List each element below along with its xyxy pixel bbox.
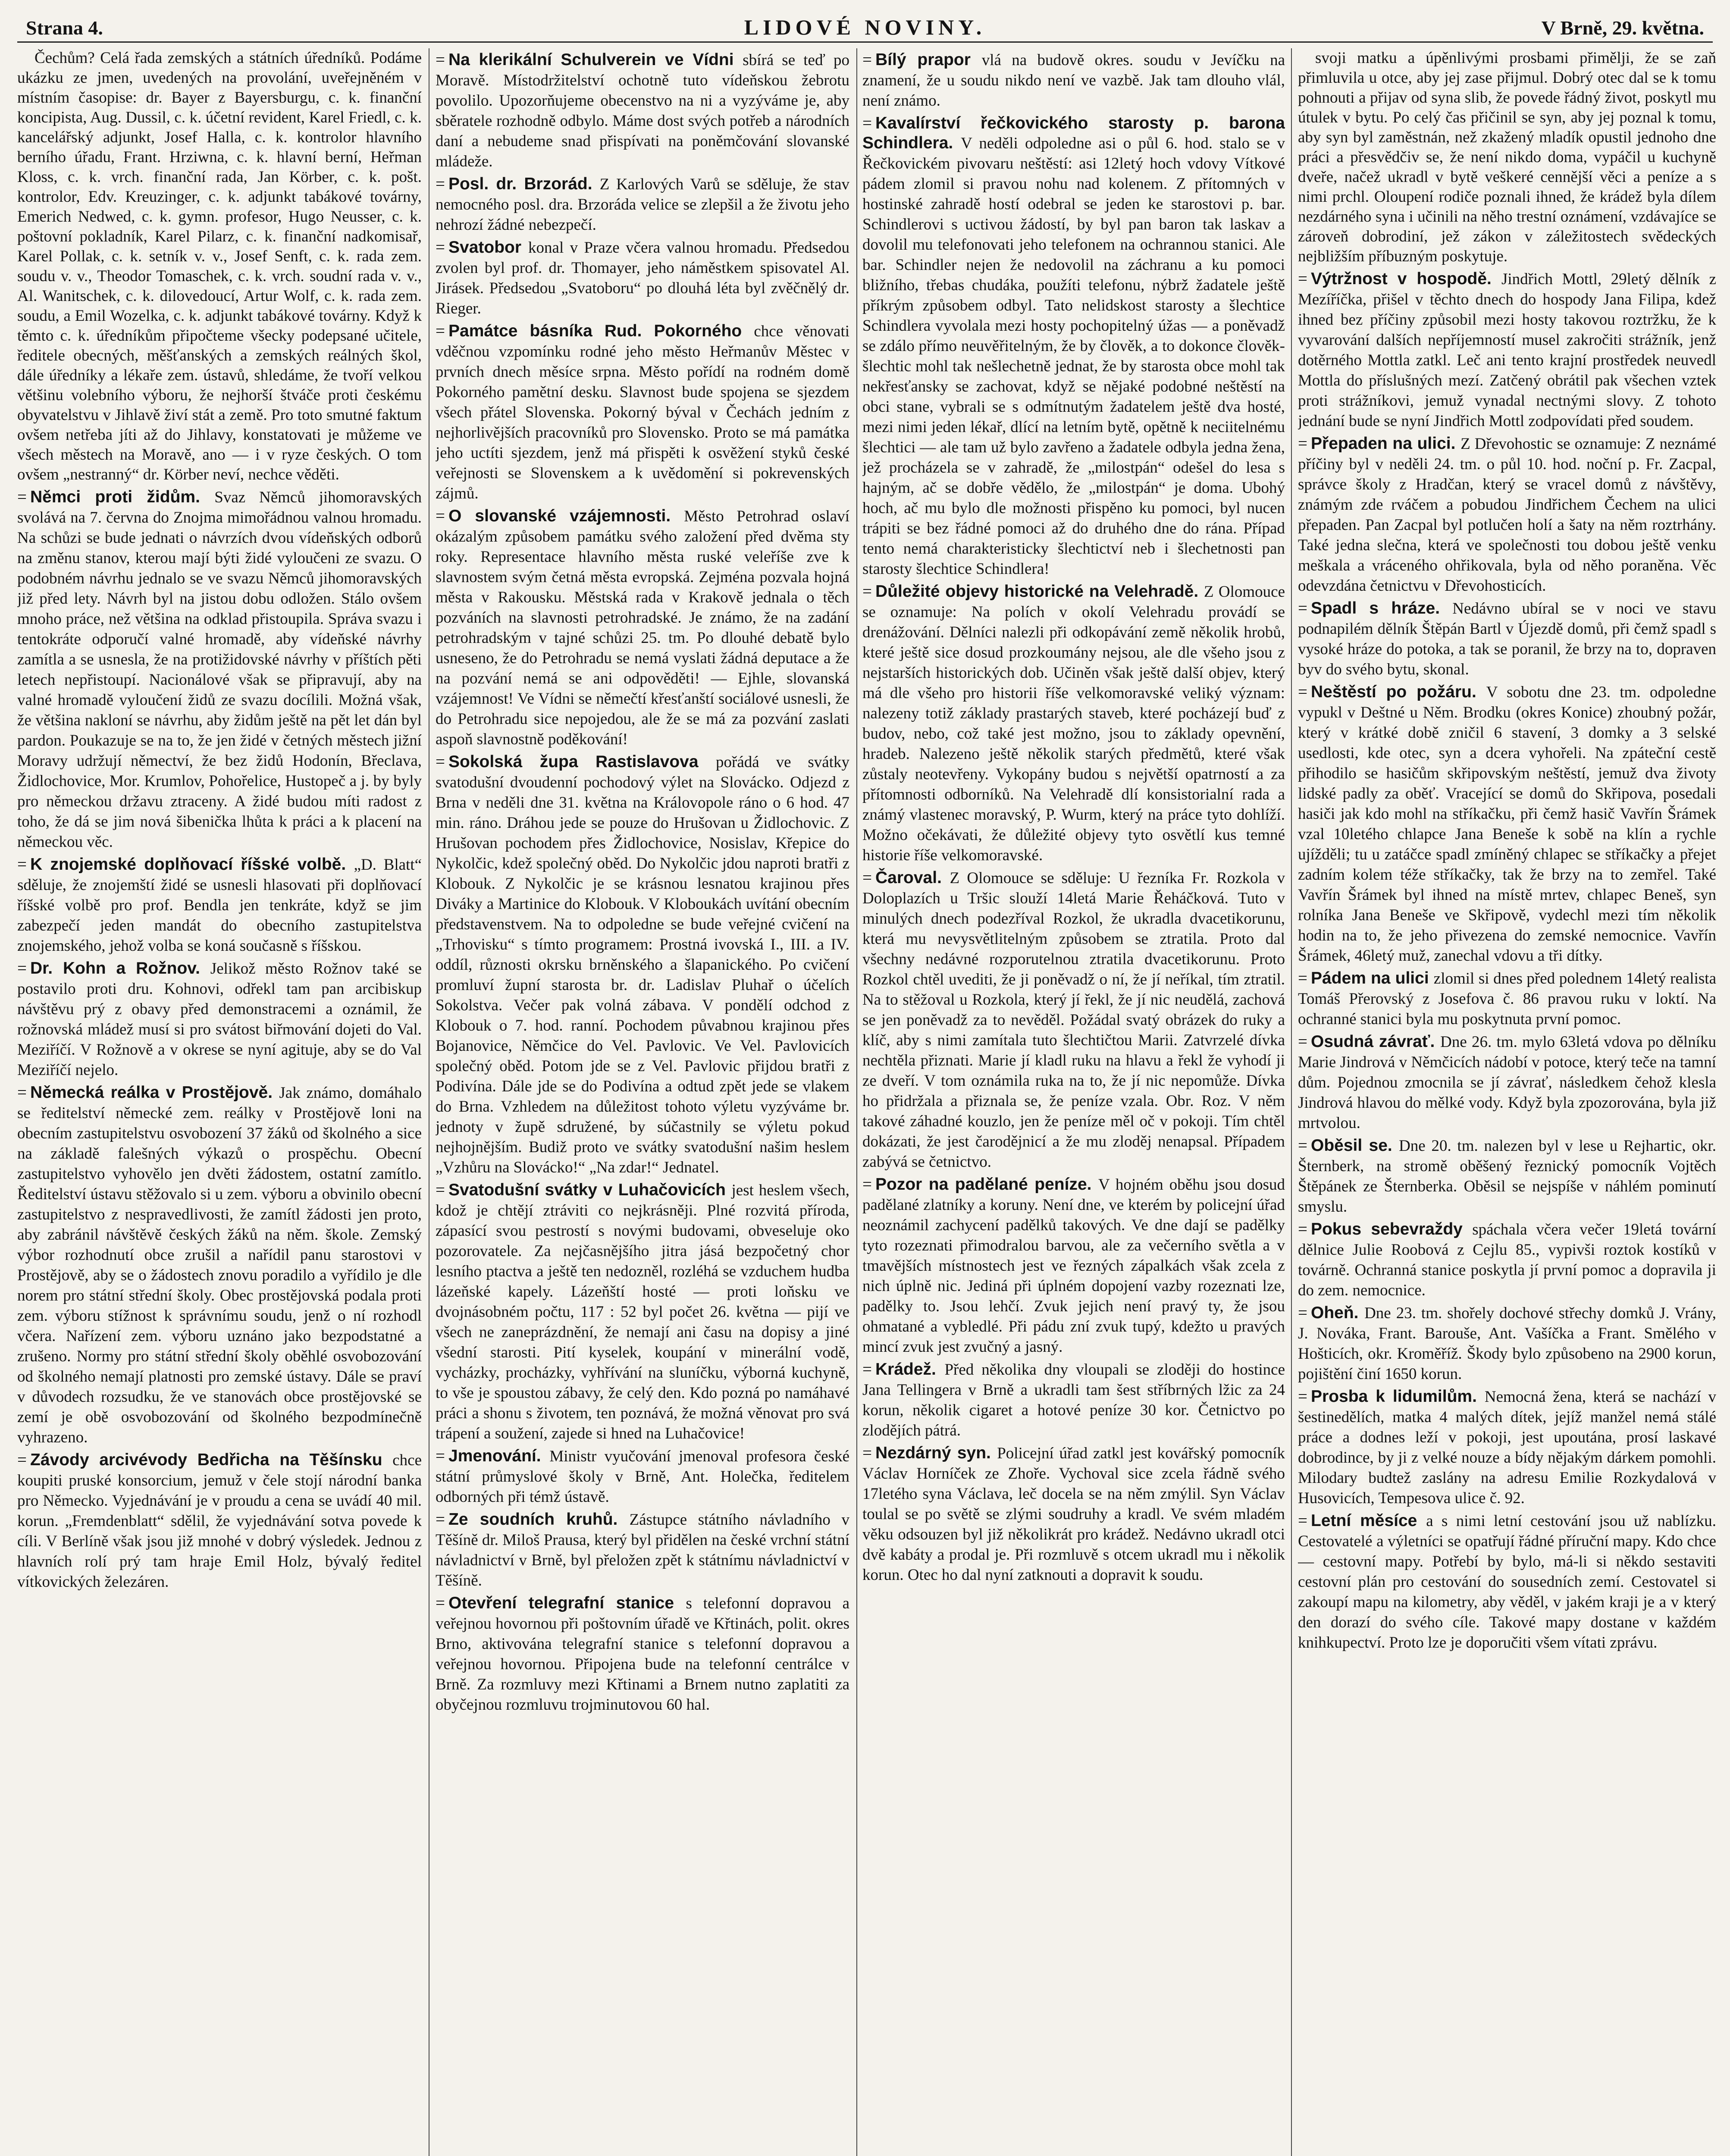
article [862, 113, 1285, 579]
article-text: Dne 26. tm. mylo 63letá vdova po dělníku Marie Jindrová v Němčicích nádobí v potoce, který teče na tamní dům. Pojednou zmocnila se jí závrať, následkem čehož klesla Jindrová hlavou do mělké vody. Když byla zpozorována, byla již mrtvolou. [1298, 1033, 1716, 1132]
headline-text: Neštěstí po požáru. [1311, 683, 1476, 701]
headline-marker: = [862, 1444, 872, 1462]
article-text: Z Olomouce se oznamuje: Na polích v okolí Velehradu provádí se drenážování. Dělníci nalezli při odkopávání země několik hrobů, které ještě sice dosud prozkoumány nejsou, ale dle všeho jsou z nejstarších historických dob. Učiněn však ještě další objev, který má dle všeho pro historii říše velkomoravské veliký význam: nalezeny totiž základy prastarých staveb, které pocházejí buď z budov, nebo, což také jest možno, jsou to základy opevnění, hradeb. Nalezeno ještě několik starých předmětů, které však zůstaly neotevřeny. Vykopány budou s největší opatrností a za přítomnosti odborníků. Na Velehradě dlí konsistorialní rada a známý vlastenec moravský, P. Wurm, který na práce tyto dohlíží. Možno očekávati, že důležité objevy tyto osvětlí kus temné historie říše velkomoravské. [862, 583, 1285, 864]
article-headline [1298, 1303, 1716, 1384]
article [436, 321, 849, 504]
column-3 [862, 48, 1285, 2156]
headline-marker: = [1298, 1511, 1307, 1530]
article-headline [862, 50, 1285, 111]
article-headline [862, 113, 1285, 579]
page-header [26, 12, 1704, 40]
headline-marker: = [1298, 599, 1307, 617]
article [436, 1180, 849, 1444]
article [1298, 48, 1716, 266]
headline-text: Na klerikální Schulverein ve Vídni [448, 50, 734, 69]
headline-marker: = [862, 868, 872, 887]
article-text: Dne 20. tm. nalezen byl v lese u Rejhartic, okr. Šternberk, na stromě oběšený řeznický pomocník Vojtěch Štěpánek ze Šternberka. Oběsil se nejspíše v náhlém pominutí smyslu. [1298, 1137, 1716, 1216]
article-headline [862, 868, 1285, 1172]
article [1298, 599, 1716, 680]
headline-marker: = [862, 1360, 872, 1379]
article-text: zlomil si dnes před polednem 14letý realista Tomáš Přerovský z Josefova č. 86 pravou ruku v loktí. Na ochranné stanici byla mu poskytnuta první pomoc. [1298, 970, 1716, 1028]
article [17, 1450, 422, 1592]
headline-text: Německá reálka v Prostějově. [30, 1083, 273, 1102]
article [17, 1083, 422, 1448]
headline-text: Prosba k lidumilům. [1311, 1387, 1477, 1406]
article-text: jest heslem všech, kdož je chtějí ztráviti co nejkrásněji. Plné rozvitá příroda, zápasící svou pestrostí s novými budovami, obveseluje oko pozorovatele. Za nejčasnějšího jitra jásá bezpočetný chor lesního ptactva a ještě ten nedozněl, rozléhá se vzduchem hudba lázeňské kapely. Lázeňští hosté — proti loňsku ve dvojnásobném počtu, 117 : 52 byl počet 26. května — pijí ve všech ne zaneprázdnění, že nemají ani času na dopisy a jiné všední starosti. Pití kyselek, koupání v minerální vodě, vycházky, procházky, vyhřívání na sluníčku, výborná kuchyně, to vše je spoustou zábavy, že celý den. Kdo pozná po namáhavé práci a shonu s životem, ten poznává, že možná věnovat pro svá trápení a soužení, zajede si hned na Luhačovice! [436, 1181, 849, 1442]
header-rule [17, 41, 1713, 43]
article-headline [436, 1593, 849, 1715]
article-headline [1298, 1032, 1716, 1133]
article-text: Jak známo, domáhalo se ředitelství německé zem. reálky v Prostějově loni na obecním zastupitelstvu osvobození 37 žáků od školného a sice na základě falešných výkazů o prospěchu. Obecní zastupitelstvo vyhovělo jen dvěti žádostem, ostatní zamítlo. Ředitelství ústavu stěžovalo si u zem. výboru a obvinilo obecní zastupitelstvo z nespravedlivosti, že zamítl žádosti jen proto, aby zabránil návštěvě českých žáků na něm. škole. Zemský výbor rozhodnutí obce zrušil a nařídil panu starostovi v Prostějově, aby se o žádostech znovu poradilo a vyřídilo je dle norem pro státní střední školy. Obec prostějovská podala proti zem. výboru stížnost k správnímu soudu, jenž o ní rozhodl včera. Nařízení zem. výboru uznáno jako bezpodstatné a zrušeno. Normy pro státní střední školy oběhlé osvobozování od školného nemají platnosti pro zemské ústavy. Dále se praví v důvodech rozsudku, že ve stanovách obce prostějovské se zemí je obě osvobozování od školného bezpodmínečně vyhrazeno. [17, 1084, 422, 1446]
article-text: s telefonní dopravou a veřejnou hovornou při poštovním úřadě ve Křtinách, polit. okres Brno, aktivována telegrafní stanice s telefonní dopravou a veřejnou hovornou. Připojena bude na telefonní centrálce v Brně. Za rozmluvy mezi Křtinami a Brnem nutno zaplatiti za obyčejnou rozmluvu trojminutovou 60 hal. [436, 1595, 849, 1714]
headline-text: Pádem na ulici [1311, 969, 1429, 987]
article-text: V hojném oběhu jsou dosud padělané zlatníky a koruny. Není dne, ve kterém by policejní úřad neoznámil zachycení padělků takových. Ve dne dají se padělky tyto rozeznati přimodralou barvou, ale za večerního světla a v tmavějších místnostech jest ve řezných zápalkách však zcela z nich úplně nic. Jediná při úplném dopojení vazby rozeznati lze, padělky to. Jsou lehčí. Zvuk jejich není pravý ty, že jsou ohmatané a vybledlé. Při pádu zní zvuk tupý, kdežto u pravých mincí zvuk jest zvučný a jasný. [862, 1176, 1285, 1356]
article [1298, 1303, 1716, 1384]
article [1298, 1136, 1716, 1217]
article-headline [1298, 1387, 1716, 1508]
headline-marker: = [436, 752, 445, 771]
headline-text: Němci proti židům. [30, 488, 200, 506]
article-text: konal v Praze včera valnou hromadu. Předsedou zvolen byl prof. dr. Thomayer, jeho náměstkem spisovatel Al. Jirásek. Předsedou „Svatoboru“ po dlouhá léta byl zvěčnělý dr. Rieger. [436, 239, 849, 317]
headline-marker: = [1298, 1032, 1307, 1051]
headline-text: Ze soudních kruhů. [448, 1510, 618, 1529]
article-headline [17, 959, 422, 1080]
headline-text: Sokolská župa Rastislavova [448, 752, 699, 771]
headline-marker: = [436, 1594, 445, 1612]
headline-text: Čaroval. [875, 868, 942, 887]
headline-text: Přepaden na ulici. [1311, 434, 1456, 453]
article [862, 1360, 1285, 1441]
headline-text: Otevření telegrafní stanice [448, 1594, 674, 1612]
headline-marker: = [17, 1451, 27, 1469]
headline-text: Spadl s hráze. [1311, 599, 1440, 617]
headline-marker: = [1298, 1387, 1307, 1406]
article-text: Město Petrohrad oslaví okázalým způsobem památku svého založení před dvěma sty roky. Representace hlavního města ruské veleříše zve k slavnostem svým četná města evropská. Zejména pozvala hojná města v Rakousku. Městská rada v Krakově jednala o těch pozváních na slavnosti petrohradské. Je známo, že na zadání petrohradským v tajné schůzi 25. tm. Po dlouhé debatě bylo usneseno, že do Petrohradu se nemá vyslati žádná deputace a že na pozvání nemá se ani odpověděti! — Ejhle, slovanská vzájemnost! Ve Vídni se němečtí křesťanští sociálové usnesli, že do Petrohradu sice nepojedou, ale že se má za pozvání zaslati aspoň slavnostně poděkování! [436, 508, 849, 748]
article-headline [17, 487, 422, 852]
article-text: spáchala včera večer 19letá tovární dělnice Julie Roobová z Cejlu 85., vypivši roztok kostíků v továrně. Ochranná stanice poskytla jí první pomoc a dopravila ji do zem. nemocnice. [1298, 1221, 1716, 1299]
headline-marker: = [1298, 1220, 1307, 1238]
headline-marker: = [17, 1083, 27, 1102]
article-headline [17, 1083, 422, 1448]
headline-marker: = [436, 507, 445, 525]
headline-marker: = [436, 322, 445, 340]
headline-marker: = [436, 1447, 445, 1465]
headline-marker: = [436, 50, 445, 69]
article-headline [436, 506, 849, 749]
article [862, 868, 1285, 1172]
headline-text: K znojemské doplňovací říšské volbě. [30, 855, 346, 874]
article [436, 1446, 849, 1507]
article-headline [436, 1446, 849, 1507]
headline-marker: = [1298, 270, 1307, 288]
headline-marker: = [862, 114, 872, 132]
article-headline [436, 174, 849, 235]
article [862, 1443, 1285, 1585]
article [862, 582, 1285, 865]
headline-text: Posl. dr. Brzorád. [448, 175, 592, 193]
column-4 [1298, 48, 1716, 2156]
article-headline [436, 1510, 849, 1591]
column-divider [1291, 48, 1292, 2156]
article [1298, 1219, 1716, 1300]
article [862, 1175, 1285, 1357]
newspaper-title: LIDOVÉ NOVINY. [744, 15, 986, 39]
headline-text: Letní měsíce [1311, 1511, 1417, 1530]
article-text: Z Karlových Varů se sděluje, že stav nemocného posl. dra. Brzoráda velice se zlepšil a že životu jeho nehrozí žádné nebezpečí. [436, 175, 849, 234]
headline-text: Nezdárný syn. [875, 1444, 991, 1462]
article-headline [862, 1360, 1285, 1441]
headline-text: Svatodušní svátky v Luhačovicích [448, 1181, 726, 1199]
article-text: Z Dřevohostic se oznamuje: Z neznámé příčiny byl v neděli 24. tm. o půl 10. hod. noční p. Fr. Zacpal, správce školy z Hradčan, který se vracel domů z návštěvy, známým zde rváčem a pobudou Jindřichem Čechem na ulici přepaden. Pan Zacpal byl potlučen holí a šaty na něm roztrhány. Také jedna slečna, která ve společnosti tou dobou ještě venku meškala a vráceného ohřikovala, byla od něho poraněna. Věc odevzdána četnictvu v Dřevohosticích. [1298, 435, 1716, 595]
article [436, 1510, 849, 1591]
column-divider [856, 48, 857, 2156]
article [436, 50, 849, 172]
page-number: Strana 4. [26, 17, 103, 39]
article-headline [1298, 1136, 1716, 1217]
article [1298, 1387, 1716, 1508]
article-headline [1298, 1219, 1716, 1300]
headline-marker: = [436, 1181, 445, 1199]
headline-text: Krádež. [875, 1360, 936, 1379]
article-headline [862, 582, 1285, 865]
article-headline [436, 1180, 849, 1444]
article-text: Nemocná žena, která se nachází v šestinedělích, matka 4 malých dítek, jejíž manžel nemá stálé práce a dodnes leží v pokoji, jest upoutána, prosí laskavé dobrodince, by ji z velké nouze a bídy nějakým dárkem pomohli. Milodary budtež zaslány na adresu Emilie Rozkydalová v Husovicích, Tempesova ulice č. 92. [1298, 1388, 1716, 1507]
headline-text: Pokus sebevraždy [1311, 1220, 1463, 1238]
article-text: Zástupce státního návladního v Těšíně dr. Miloš Prausa, který byl přidělen na české vrchní státní návladnictví v Brně, byl přeložen zpět k státnímu návladnictví v Těšíně. [436, 1511, 849, 1589]
article-headline [862, 1443, 1285, 1585]
headline-marker: = [1298, 1136, 1307, 1155]
headline-marker: = [862, 1175, 872, 1194]
article-headline [862, 1175, 1285, 1357]
article [436, 506, 849, 749]
article [862, 50, 1285, 111]
article [17, 487, 422, 852]
headline-text: Závody arcivévody Bedřicha na Těšínsku [30, 1451, 382, 1469]
article-text: a s nimi letní cestování jsou už nablízku. Cestovatelé a výletníci se opatřují řádné příruční mapy. Kdo chce — cestovní mapy. Potřebí by bylo, má-li si někdo sestaviti cestovní plán pro cestování do sousedních zemí. Cestovatel si zakoupí mapu na kilometry, aby věděl, v jakém kraji je a v který den dorazí do svého cíle. Takové mapy dostane v každém knihkupectví. Proto lze je doporučiti všem vítati zprávu. [1298, 1512, 1716, 1651]
article [1298, 1511, 1716, 1653]
article-text: sbírá se teď po Moravě. Místodržitelství ochotně tuto vídeňskou žebrotu povolilo. Upozorňujeme obecenstvo na ni a vyzýváme je, aby sběratele rozhodně odbylo. Máme dost svých potřeb a národních daní a nebudeme snad přispívati na poněmčování slovanské mládeže. [436, 51, 849, 170]
article [436, 1593, 849, 1715]
article-headline [436, 238, 849, 319]
headline-text: Bílý prapor [875, 50, 971, 69]
issue-date: V Brně, 29. května. [1541, 17, 1704, 39]
article [436, 174, 849, 235]
article-text: svoji matku a úpěnlivými prosbami přimělji, že se zaň přimluvila u otce, aby jej zase přijmul. Dobrý otec dal se k tomu pohnouti a přijav od syna slib, že povede řádný život, poskytl mu útulek v bytu. Po celý čas přičinil se syn, aby jej poznal k tomu, aby syn byl zaměstnán, než zkažený mladík opustil jednoho dne práci a přesvědčiv se, že není nikdo doma, vypáčil u kuchyně dveře, načež ukradl v bytě veškeré cennější věci a peníze a s nimi prchl. Oloupení rodiče poznali ihned, že krádež byla dílem nezdárného syna i učinili na něho trestní oznámení, vzdávajíce se zároveň dobrodiní, jež zákon v záležitostech svědeckých nejbližším příbuzným poskytuje. [1298, 49, 1716, 265]
article-text: Policejní úřad zatkl jest kovářský pomocník Václav Horníček ze Zhoře. Vychoval sice zcela řádně svého 17letého syna Václava, leč docela se na něm zmýlil. Syn Václav toulal se po světě se zlými soudruhy a kradl. Ve svém mladém věku odsouzen byl již několikrát pro krádež. Nedávno ukradl otci dvě kabáty a prodal je. Při rozmluvě s otcem ukradl mu i několik korun. Otec ho dal nyní zatknouti a dopravit k soudu. [862, 1445, 1285, 1584]
headline-marker: = [436, 175, 445, 193]
article-text: V neděli odpoledne asi o půl 6. hod. stalo se v Řečkovickém pivovaru neštěstí: asi 12letý hoch vdovy Vítkové pádem zlomil si pravou nohu nad kolenem. Z přítomných v hostinské zahradě hostí odebral se jeden ke starostovi p. bar. Schindlerovi s uctivou žádostí, by byl pan baron tak laskav a dovolil mu telefonovati jeho telefonem na ochrannou stanici. Ale bar. Schindler nejen že nedovolil na záchranu a ku pomoci bližního, třebas chudáka, použíti telefonu, nýbrž žadatele ještě příkrým způsobem odbyl. Tato nelidskost starosty a šlechtice Schindlera vyvolala mezi hosty pochopitelný úžas — a poněvadž se zdálo přímo neuvěřitelným, že by člověk, a to dokonce člověk-šlechtic mohl tak nešlechetně jednat, že by starosta obce mohl tak nekřesťansky se zachovat, když se nějaké podobné neštěstí na obci stane, vybrali se s odmítnutým žadatelem ještě dva hosté, mezi nimi jeden lékař, dlící na letním bytě, opětně k neciitelnému šlechtici — ale tam už bylo zavřeno a žadatele odbyla jedna žena, jež procházela se v zahradě, že „milostpán“ odešel do lesa s hajným, ač se dobře vědělo, že „milostpán“ je doma. Ubohý hoch, ač mu bylo dle možnosti přispěno ku pomoci, byl nucen trápiti se bez řádné pomoci až do druhého dne do rána. Případ tento nemá charakteristicky šlechtictví neb i šlechetnosti pan starosty šlechtice Schindlera! [862, 135, 1285, 578]
article-text: „D. Blatt“ sděluje, že znojemští židé se usnesli hlasovati při doplňovací říšské volbě pro prof. Bendla jen tenkráte, když se jim zabezpečí jeden mandát do obecního zastupitelstva znojemského, jehož volba se koná současně s říšskou. [17, 856, 422, 955]
article [1298, 269, 1716, 431]
article-headline [436, 752, 849, 1178]
headline-marker: = [1298, 434, 1307, 453]
article-headline [1298, 269, 1716, 431]
article-headline [1298, 1511, 1716, 1653]
headline-marker: = [17, 855, 27, 874]
headline-text: O slovanské vzájemnosti. [448, 507, 671, 525]
article-text: Svaz Němců jihomoravských svolává na 7. června do Znojma mimořádnou valnou hromadu. Na schůzi se bude jednati o návrzích dvou vídeňských odborů na změnu stanov, kterou mají býti židé vyloučeni ze svazu. O podobném návrhu jednalo se ve svazu Němců jihomoravských již před lety. Návrh byl na jistou dobu odložen. Stálo ovšem mnoho práce, než většina na odklad přistoupila. Správa svazu i tentokráte odporučí valné hromadě, aby vídeňské návrhy zamítla a se usnesla, že na protižidovské návrhy v příštích pěti letech nepřistoupí. Nacionálové však se připravují, aby na valné hromadě vyloučení židů ze svazu docílili. Možná však, že většina nakloní se návrhu, aby židům ještě na pět let dán byl pardon. Poukazuje se na to, že jen židé v četných městech jižní Moravy udržují němectví, že bez židů Hodonín, Břeclava, Židlochovice, Mor. Krumlov, Pohořelice, Hustopeč a j. by byly pro německou državu ztraceny. A židé budou míti radost z toho, že dá se jim nová šibenička lhůta k práci a k placení na německou věc. [17, 489, 422, 851]
article [1298, 434, 1716, 596]
article [436, 752, 849, 1178]
article-text: Ministr vyučování jmenoval profesora české státní průmyslové školy v Brně, Ant. Holečka, ředitelem odborných při témž ústavě. [436, 1448, 849, 1506]
headline-text: Dr. Kohn a Rožnov. [30, 959, 200, 978]
headline-text: Důležité objevy historické na Velehradě. [875, 582, 1199, 601]
article-text: Před několika dny vloupali se zloději do hostince Jana Tellingera v Brně a ukradli tam šest stříbrných lžic za 24 korun, několik cigaret a hotové peníze 30 kor. Četnictvo po zlodějích pátrá. [862, 1361, 1285, 1439]
article-text: Jindřich Mottl, 29letý dělník z Mezíříčka, přišel v těchto dnech do hospody Jana Filipa, kdež ihned bez příčiny způsobil mezi hosty takovou roztržku, že k vyvarování dalších nepříjemností musel zakročiti strážník, jenž dotěrného Mottla zatkl. Leč ani tento krajní prostředek neuvedl Mottla do příslušných mezí. Zatčený obrátil pak všechen vztek proti strážníkovi, jemuž vynadal nectnými slovy. Z tohoto jednání bude se nyní Jindřich Mottl zodpovídati před soudem. [1298, 270, 1716, 430]
headline-text: Osudná závrať. [1311, 1032, 1435, 1051]
article [436, 238, 849, 319]
article-headline [1298, 599, 1716, 680]
article-text: pořádá ve svátky svatodušní dvoudenní pochodový výlet na Slovácko. Odjezd z Brna v neděli dne 31. května na Královopole ráno o 6 hod. 47 min. ráno. Dráhou jede se pouze do Hrušovan u Židlochovic. Z Hrušovan pochodem přes Židlochovice, Nosislav, Křepice do Nykolčic, kdež společný oběd. Do Nykolčic jdou naproti bratři z Klobouk. Z Nykolčic je se krásnou lesnatou krajinou přes Diváky a Martinice do Klobouk. V Kloboukách uvítání obecním představenstvem. Na to odpoledne se bude veřejné cvičení na „Trhovisku“ s tímto programem: Prostná ivovská I., III. a IV. oddíl, různosti okrsku brněnského a šlapanického. Po cvičení promluví župní starosta br. dr. Ladislav Pluhař o účelích Sokolstva. Večer pak volná zábava. V pondělí odchod z Klobouk o 7. hod. ranní. Pochodem půvabnou krajinou přes Bojanovice, Němčice do Vel. Pavlovic. Ve Vel. Pavlovicích společný oběd. Potom jde se z Vel. Pavlovic přijdou bratři z Podivína. Dále jde se do Podivína a odtud zpět jede se vlakem do Brna. Vzhledem na důležitost tohoto výletu vyzýváme br. jednoty v župě sdružené, by súčastnily se výletu pokud nejhojnějším. Budiž proto ve svátky svatodušní našim heslem „Vzhůru na Slovácko!“ „Na zdar!“ Jednatel. [436, 753, 849, 1176]
headline-marker: = [17, 959, 27, 978]
article-headline [1298, 434, 1716, 596]
headline-marker: = [1298, 1304, 1307, 1322]
headline-marker: = [862, 582, 872, 601]
article-headline [17, 855, 422, 956]
headline-marker: = [436, 238, 445, 257]
headline-marker: = [17, 488, 27, 506]
article [17, 959, 422, 1080]
article-text: V sobotu dne 23. tm. odpoledne vypukl v Deštné u Něm. Brodku (okres Konice) zhoubný požár, který v krátké době zničil 6 stavení, 3 domky a 3 selské usedlosti, kde otec, syn a dcera vyhořeli. Na zpáteční cestě přihodilo se hasičům skřipovským neštěstí, jemuž dva životy lidské padly za oběť. Vracející se domů do Skřipova, posedali hasiči jak kdo mohl na stříkačku, při čemž hasič Vavřín Šrámek vzal 10letého chlapce Jana Beneše k sobě na klín a rychle ujížděli; tu u zatáčce spadl zmíněný chlapec se stříkačky a přejet zadním kolem téže stříkačky, tak že brzy na to zemřel. Také Vavřín Šrámek byl ihned na místě mrtev, chlapec Beneš, syn rolníka Jana Beneše ve Skřipově, vydechl mezi tím několik hodin na to, že jeho přivezena do zemské nemocnice. Vavřín Šrámek, 46letý muž, zanechal vdovu a tři dítky. [1298, 683, 1716, 965]
article-text: Nedávno ubíral se v noci ve stavu podnapilém dělník Štěpán Bartl v Újezdě domů, při čemž spadl s vysoké hráze do potoka, a tak se poranil, že brzy na to, dopraven byv do svého bytu, skonal. [1298, 600, 1716, 678]
headline-marker: = [436, 1510, 445, 1529]
article [1298, 682, 1716, 966]
article-text: Čechům? Celá řada zemských a státních úředníků. Podáme ukázku ze jmen, uvedených na provolání, uveřejněném v místním časopise: dr. Bayer z Bayersburgu, c. k. finanční koncipista, Aug. Dussil, c. k. účetní revident, Karel Friedl, c. k. kancelářský adjunkt, Josef Halla, c. k. kontrolor hlavního berního úřadu, Frant. Hrziwna, c. k. hlavní berní, Heřman Kloss, c. k. vrch. finanční rada, Jan Körber, c. k. pošt. kontrolor, Edv. Kreuzinger, c. k. adjunkt tabákové továrny, Emerich Nedwed, c. k. gymn. profesor, Hugo Neusser, c. k. poštovní pokladník, Karel Pilarz, c. k. finanční nadkomisař, Karel Pollak, c. k. setník v. v., Josef Senft, c. k. rada zem. soudu v. v., Theodor Tomaschek, c. k. vrch. soudní rada v. v., Al. Wanitschek, c. k. dilovedoucí, Artur Wolf, c. k. rada zem. soudu, a Emil Wozelka, c. k. adjunkt tabákové továrny. Když k těmto c. k. úředníkům připočteme všecky podepsané učitele, ředitele obecných, měšťanských a zemských reálných škol, dále úředníky a lékaře zem. ústavů, shledáme, že tvoří velkou většinu volebního výboru, že nejhorší štváče proti českému obyvatelstvu v Jihlavě živí stát a země. Pro toto smutné faktum ovšem netřeba jíti až do Jihlavy, konstatovati je můžeme ve všech městech na Moravě, ano — i v ryze českých. O tom ovšem „nestranný“ dr. Körber neví, nechce věděti. [17, 49, 422, 483]
headline-marker: = [862, 50, 872, 69]
headline-marker: = [1298, 969, 1307, 987]
article [1298, 968, 1716, 1029]
article-headline [1298, 682, 1716, 966]
headline-text: Památce básníka Rud. Pokorného [448, 322, 742, 340]
headline-marker: = [1298, 683, 1307, 701]
article-headline [436, 50, 849, 172]
article-text: Z Olomouce se sděluje: U řezníka Fr. Rozkola v Doloplazích u Tršic slouží 14letá Marie Řeháčková. Tuto v minulých dnech podezříval Rozkol, že ukradla dvacetikorunu, která mu nevysvětlitelným způsobem se ztratila. Proto dal všechny nedávné rozporutelnou ztratila dvacetikorunu. Proto Rozkol chtěl uvediti, že ji poněvadž o ní, že jí neříkal, tím ztratil. Na to stěžoval u Rozkola, který jí řekl, že jí nic neudělá, zachová se jen poněvadž za to nevěděl. Požádal svatý obrázek do ruky a klíč, aby s nimi zamítala tuto šlechtičtou Marii. Zatvrzelé dívka nechtěla přiznati. Marie jí kladl ruku na hlavu a řekl že vyhodí ji ze dveří. V tom oznámila ruka na to, že jí nic nepomůže. Dívka ho přidržala a přiznala se, že peníze vzala. Obr. Roz. V něm takové záhadné kouzlo, jen že peníze měl oč v pokoji. Tím chtěl dokázati, že jest čarodějnicí a že mu zloděj nenapsal. Případem zabývá se četnictvo. [862, 869, 1285, 1171]
article [1298, 1032, 1716, 1133]
column-1 [17, 48, 422, 2156]
article [17, 855, 422, 956]
headline-text: Pozor na padělané peníze. [875, 1175, 1092, 1194]
article-text: Jelikož město Rožnov také se postavilo proti dru. Kohnovi, odřekl tam pan arcibiskup návštěvu prý z obavy před demonstracemi a oznámil, že rožnovská mládež musí si pro svátost biřmování dojeti do Val. Meziříčí. V Rožnově a v okrese se nyní agituje, aby se do Val Meziříčí nejelo. [17, 960, 422, 1079]
article-text: Dne 23. tm. shořely dochové střechy domků J. Vrány, J. Nováka, Frant. Barouše, Ant. Vašíčka a Frant. Smělého v Hošticích, okr. Kroměříž. Škody bylo způsobeno na 2900 korun, pojištění činí 1650 korun. [1298, 1304, 1716, 1383]
article-headline [436, 321, 849, 504]
article [17, 48, 422, 485]
headline-text: Oheň. [1311, 1304, 1359, 1322]
headline-text: Výtržnost v hospodě. [1311, 270, 1492, 288]
headline-text: Svatobor [448, 238, 522, 257]
article-text: vlá na budově okres. soudu v Jevíčku na znamení, že u soudu nikdo není ve vazbě. Jak tam dlouho vlál, není známo. [862, 51, 1285, 110]
article-text: chce koupiti pruské konsorcium, jemuž v čele stojí národní banka pro Německo. Vyjednávání je v proudu a cena se uvádí 40 mil. korun. „Fremdenblatt“ sdělil, že vyjednávání sotva povede k cíli. V Berlíně však jsou již mnohé v dobrý výsledek. Jednou z hlavních rolí prý tam hraje Emil Holz, bývalý ředitel vítkovických železáren. [17, 1451, 422, 1591]
article-text: chce věnovati vděčnou vzpomínku rodné jeho město Heřmanův Městec v prvních dnech měsíce srpna. Město pořídí na rodném domě Pokorného pamětní desku. Slavnost bude spojena se sjezdem všech přátel Slovenska. Pokorný býval v Čechách jedním z nejhorlivějších pracovníků pro Slovensko. Proto se má památka jeho uctíti sjezdem, jenž má přispěti k osvěžení styků české veřejnosti se Slovenskem a k uvědomění si pokrevenských zájmů. [436, 323, 849, 502]
column-2 [436, 48, 849, 2156]
article-headline [17, 1450, 422, 1592]
headline-text: Jmenování. [448, 1447, 541, 1465]
headline-text: Oběsil se. [1311, 1136, 1392, 1155]
article-headline [1298, 968, 1716, 1029]
headline-text: Kavalírství řečkovického starosty p. barona Schindlera. [862, 114, 1285, 152]
